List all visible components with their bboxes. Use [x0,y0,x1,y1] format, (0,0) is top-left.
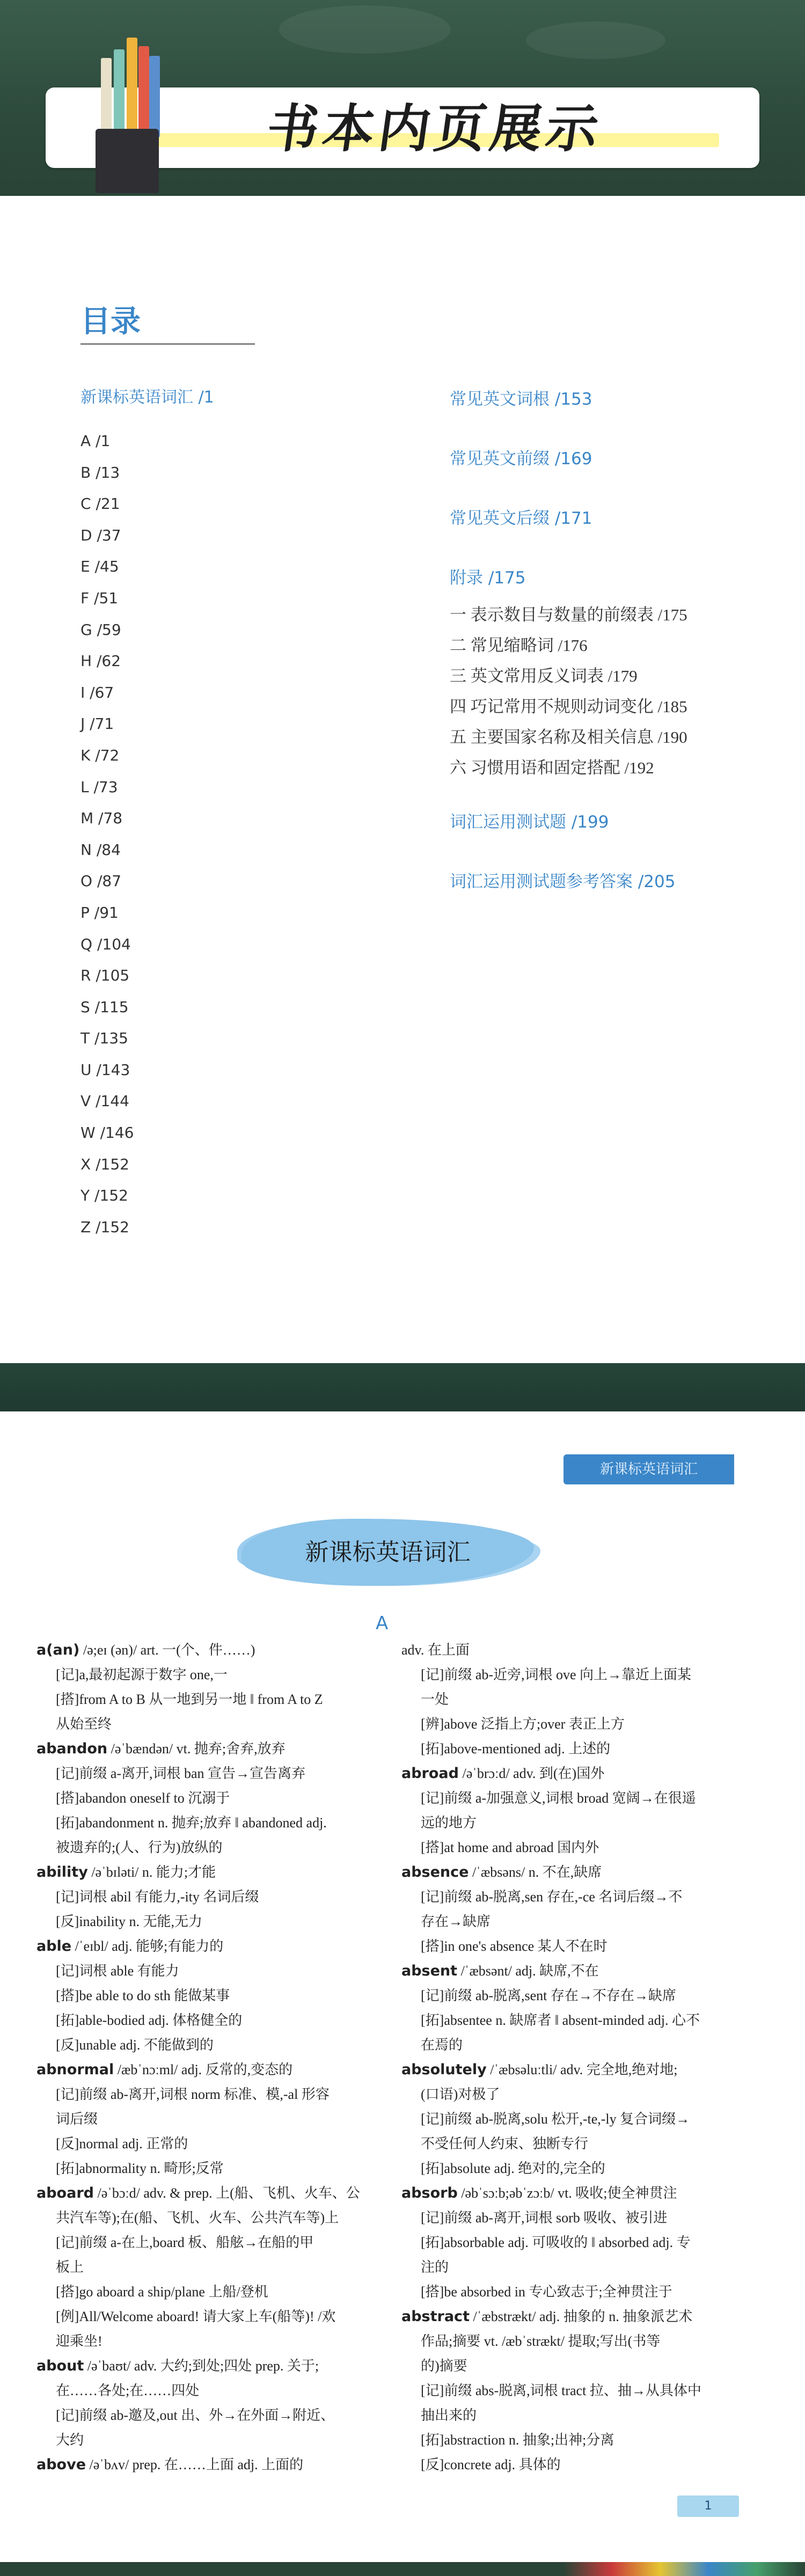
entry-note-line: [反]inability n. 无能,无力 [56,1914,202,1929]
entry-note-line: [拓]absolute adj. 绝对的,完全的 [421,2161,605,2176]
dictionary-entry [401,2181,745,2304]
dictionary-entry [401,1761,745,1860]
entry-note-line: 大约 [56,2432,84,2448]
headword-definition: /əˈbændən/ vt. 抛弃;舍弃,放弃 [107,1741,286,1757]
toc-letter-entry[interactable]: B /13 [80,463,120,481]
entry-note-line: [记]前缀 ab-脱离,sent 存在→不存在→缺席 [421,1988,676,2003]
entry-note-line: 抽出来的 [421,2407,477,2423]
dictionary-entry [401,1959,745,2058]
entry-note-line: [记]前缀 ab-近旁,词根 ove 向上→靠近上面某 [421,1667,692,1682]
entry-note-line: [记]词根 abil 有能力,-ity 名词后缀 [56,1889,259,1905]
headword-definition: /ˈeɪbl/ adj. 能够;有能力的 [71,1938,224,1954]
dictionary-entry [36,2181,369,2354]
entry-note-line: (口语)对极了 [421,2087,500,2102]
entry-headline [401,1860,745,1885]
headword-definition: /ˈæbstrækt/ adj. 抽象的 n. 抽象派艺术 [469,2309,693,2324]
toc-letter-entry[interactable]: N /84 [80,840,121,859]
entry-note-line: 板上 [56,2259,84,2275]
entry-note-line: 注的 [421,2259,449,2275]
toc-appendix-item[interactable]: 四 巧记常用不规则动词变化 /185 [450,697,687,716]
toc-letter-entry[interactable]: Y /152 [80,1187,128,1205]
chalkboard-divider [0,1363,805,1411]
dictionary-entry [36,1638,369,1737]
toc-letter-entry[interactable]: K /72 [80,746,120,764]
toc-entry-main-vocabulary[interactable]: 新课标英语词汇 /1 [80,388,214,407]
entry-note-line: [搭]go aboard a ship/plane 上船/登机 [56,2284,268,2300]
toc-letter-entry[interactable]: V /144 [80,1092,129,1110]
entry-headline [36,1638,369,1663]
toc-letter-entry[interactable]: F /51 [80,589,119,607]
entry-note-line: 存在→缺席 [421,1914,491,1929]
dictionary-entry [36,2354,369,2453]
headword: above [36,2456,86,2473]
entry-note-line: [反]normal adj. 正常的 [56,2136,188,2151]
headword-definition: /əbˈsɔːb;əbˈzɔːb/ vt. 吸收;使全神贯注 [457,2185,677,2201]
entry-note-line: [拓]absorbable adj. 可吸收的 ‖ absorbed adj. 专 [421,2235,691,2250]
entry-headline [401,2181,745,2206]
toc-entry-test[interactable]: 词汇运用测试题 /199 [450,813,609,832]
entry-note-line: 的)摘要 [421,2358,467,2374]
toc-letter-entry[interactable]: O /87 [80,872,122,890]
toc-letter-entry[interactable]: P /91 [80,903,119,921]
toc-letter-entry[interactable]: A /1 [80,432,111,450]
banner [0,0,805,196]
entry-note-line: [记]前缀 ab-邀及,out 出、外→在外面→附近、 [56,2407,335,2423]
headword: ability [36,1864,88,1880]
entry-note-line: [拓]absentee n. 缺席者 ‖ absent-minded adj. 心不 [421,2012,700,2028]
entry-note-line: [搭]in one's absence 某人不在时 [421,1938,608,1954]
entry-headline [36,2181,369,2206]
entry-note-line: [记]词根 able 有能力 [56,1963,179,1979]
entry-headline [36,2058,369,2082]
headword-definition: /əˈbaʊt/ adv. 大约;到处;四处 prep. 关于; [84,2358,319,2374]
headword: abnormal [36,2061,114,2078]
entry-headline [401,2304,745,2329]
entry-headline [401,1761,745,1786]
headword: absence [401,1864,469,1880]
dictionary-entry [36,1860,369,1934]
headword: absorb [401,2185,458,2201]
dictionary-entry [36,1934,369,2058]
dictionary-entry [401,2058,745,2181]
chalk-smudge [526,21,665,59]
dictionary-right-column [401,1638,745,2477]
toc-letter-entry[interactable]: Z /152 [80,1218,129,1236]
headword: abroad [401,1765,459,1782]
dictionary-entry [36,2453,369,2477]
headword-definition: /əˈbɔːd/ adv. & prep. 上(船、飞机、火车、公 [93,2185,360,2201]
entry-note-line: 词后缀 [56,2111,98,2127]
entry-note-line: [搭]be able to do sth 能做某事 [56,1988,230,2003]
headword-definition: /æbˈnɔːml/ adj. 反常的,变态的 [114,2062,293,2077]
dictionary-entry [401,1860,745,1959]
entry-note-line: [记]前缀 a-离开,词根 ban 宣告→宣告离弃 [56,1766,306,1781]
headword-definition: adv. 在上面 [401,1642,470,1658]
dictionary-left-column [36,1638,369,2477]
entry-note-line: [辨]above 泛指上方;over 表正上方 [421,1716,625,1732]
toc-letter-entry[interactable]: L /73 [80,778,118,796]
entry-note-line: [拓]abandonment n. 抛弃;放弃 ‖ abandoned adj. [56,1815,327,1831]
dictionary-entry [401,1638,745,1761]
toc-appendix-item[interactable]: 三 英文常用反义词表 /179 [450,667,638,685]
toc-heading-rule [80,343,255,345]
headword: about [36,2358,84,2374]
toc-entry-prefixes[interactable]: 常见英文前缀 /169 [450,449,592,469]
entry-headline [401,1959,745,1984]
toc-letter-entry[interactable]: Q /104 [80,935,131,953]
toc-left-column [80,384,360,1248]
toc-letter-entry[interactable]: H /62 [80,652,121,670]
toc-entry-roots[interactable]: 常见英文词根 /153 [450,390,592,409]
headword: a(an) [36,1642,80,1658]
headword: absent [401,1963,458,1979]
toc-letter-entry[interactable]: D /37 [80,526,121,544]
headword-definition: /ˈæbsəns/ n. 不在,缺席 [469,1864,602,1880]
banner-title: 书本内页展示 [263,99,606,159]
entry-note-line: 共汽车等);在(船、飞机、火车、公共汽车等)上 [56,2210,339,2226]
entry-headline [401,1638,745,1663]
toc-letter-entry[interactable]: C /21 [80,495,120,513]
toc-right-column [450,385,772,927]
section-tab-label: 新课标英语词汇 [564,1454,734,1484]
entry-note-line: 被遗弃的;(人、行为)放纵的 [56,1840,223,1855]
entry-note-line: 迎乘坐! [56,2333,103,2349]
entry-note-line: 远的地方 [421,1815,477,1831]
section-letter: A [376,1613,389,1634]
toc-entry-answers[interactable]: 词汇运用测试题参考答案 /205 [450,872,676,891]
toc-entry-suffixes[interactable]: 常见英文后缀 /171 [450,509,592,528]
entry-note-line: [记]前缀 abs-脱离,词根 tract 拉、抽→从具体中 [421,2383,701,2398]
entry-headline [36,2453,369,2477]
toc-letter-entry[interactable]: R /105 [80,967,130,985]
page-number: 1 [677,2496,739,2517]
entry-note-line: [记]a,最初起源于数字 one,一 [56,1667,228,1682]
entry-note-line: 一处 [421,1692,449,1707]
dictionary-entry [401,2304,745,2477]
entry-note-line: [记]前缀 ab-离开,词根 norm 标准、模,-al 形容 [56,2087,330,2102]
headword-definition: /ˈæbsənt/ adj. 缺席,不在 [457,1963,599,1979]
entry-note-line: [拓]abnormality n. 畸形;反常 [56,2161,224,2176]
entry-headline [36,2354,369,2379]
headword-definition: /əˈbʌv/ prep. 在……上面 adj. 上面的 [86,2457,304,2472]
dictionary-entry [36,2058,369,2181]
toc-letter-entry[interactable]: W /146 [80,1124,134,1142]
chalk-smudge [279,5,451,54]
toc-appendix-item[interactable]: 六 习惯用语和固定搭配 /192 [450,758,654,777]
toc-letter-entry[interactable]: E /45 [80,558,119,576]
toc-heading: 目录 [80,304,141,339]
entry-note-line: [拓]able-bodied adj. 体格健全的 [56,2012,243,2028]
headword: aboard [36,2185,94,2201]
entry-note-line: 从始至终 [56,1716,112,1732]
headword-definition: /əˈbɪləti/ n. 能力;才能 [87,1864,216,1880]
toc-letter-entry[interactable]: I /67 [80,683,114,701]
entry-note-line: 在焉的 [421,2037,463,2053]
entry-headline [36,1737,369,1761]
toc-letter-entry[interactable]: X /152 [80,1155,129,1173]
entry-note-line: 作品;摘要 vt. /æbˈstrækt/ 提取;写出(书等 [421,2333,661,2349]
headword: abstract [401,2308,470,2325]
entry-headline [401,2058,745,2082]
headword: able [36,1938,72,1955]
entry-note-line: [搭]abandon oneself to 沉溺于 [56,1790,230,1806]
entry-note-line: [搭]at home and abroad 国内外 [421,1840,599,1855]
entry-note-line: [记]前缀 ab-脱离,sen 存在,-ce 名词后缀→不 [421,1889,683,1905]
entry-note-line: [拓]abstraction n. 抽象;出神;分离 [421,2432,614,2448]
toc-entry-appendix[interactable]: 附录 /175 [450,568,526,588]
bottom-decorative-strip [0,2562,805,2576]
entry-note-line: [记]前缀 a-加强意义,词根 broad 宽阔→在很遥 [421,1790,696,1806]
entry-note-line: [搭]be absorbed in 专心致志于;全神贯注于 [421,2284,672,2300]
entry-note-line: 不受任何人约束、独断专行 [421,2136,589,2151]
dictionary-entry [36,1737,369,1860]
toc-letter-entry[interactable]: S /115 [80,998,129,1016]
entry-note-line: [记]前缀 a-在上,board 板、船舷→在船的甲 [56,2235,314,2250]
toc-appendix-item[interactable]: 一 表示数目与数量的前缀表 /175 [450,605,687,624]
toc-letter-entry[interactable]: J /71 [80,715,114,733]
entry-note-line: [反]unable adj. 不能做到的 [56,2037,214,2053]
headword-definition: /ə;eɪ (ən)/ art. 一(个、件……) [79,1642,255,1658]
toc-appendix-item[interactable]: 五 主要国家名称及相关信息 /190 [450,728,687,747]
headword: absolutely [401,2061,487,2078]
toc-letter-entry[interactable]: M /78 [80,809,123,828]
toc-letter-entry[interactable]: G /59 [80,620,121,639]
headword: abandon [36,1740,108,1757]
toc-letter-entry[interactable]: T /135 [80,1029,128,1048]
entry-headline [36,1934,369,1959]
entry-note-line: [搭]from A to B 从一地到另一地 ‖ from A to Z [56,1692,323,1707]
entry-note-line: [记]前缀 ab-离开,词根 sorb 吸收、被引进 [421,2210,668,2226]
entry-note-line: [拓]above-mentioned adj. 上述的 [421,1741,611,1757]
entry-note-line: [记]前缀 ab-脱离,solu 松开,-te,-ly 复合词缀→ [421,2111,690,2127]
headword-definition: /ˈæbsəluːtli/ adv. 完全地,绝对地; [486,2062,678,2077]
entry-note-line: 在……各处;在……四处 [56,2383,200,2398]
entry-note-line: [例]All/Welcome aboard! 请大家上车(船等)! /欢 [56,2309,336,2324]
dictionary-title: 新课标英语词汇 [305,1539,471,1566]
entry-headline [36,1860,369,1885]
toc-letter-entry[interactable]: U /143 [80,1060,130,1079]
toc-appendix-item[interactable]: 二 常见缩略词 /176 [450,636,588,655]
headword-definition: /əˈbrɔːd/ adv. 到(在)国外 [458,1766,605,1781]
entry-note-line: [反]concrete adj. 具体的 [421,2457,561,2472]
